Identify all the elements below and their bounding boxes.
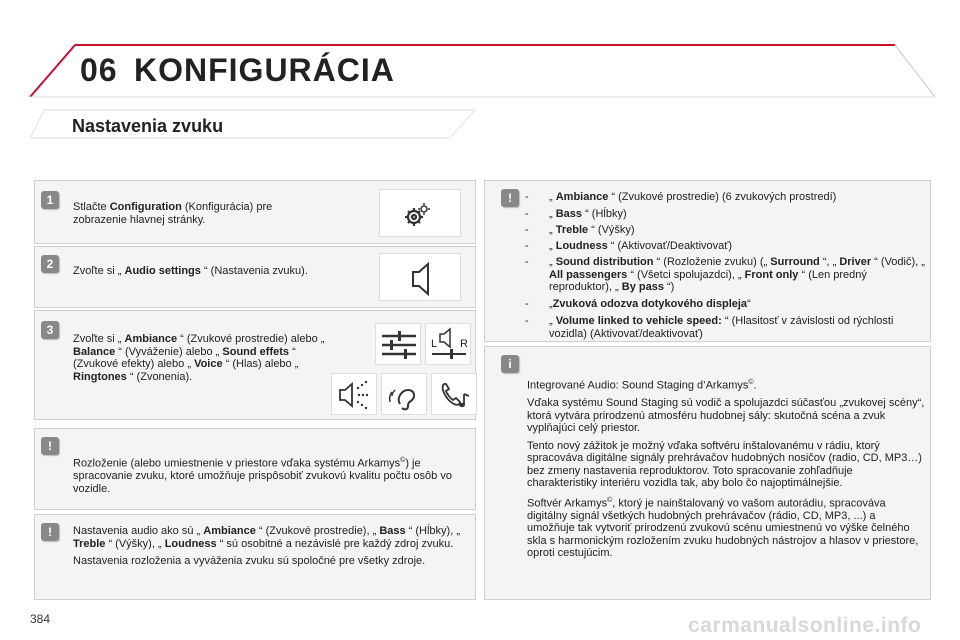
step-badge: 3: [41, 321, 59, 339]
chapter-title: KONFIGURÁCIA: [134, 52, 395, 88]
configuration-button[interactable]: [379, 189, 461, 237]
step-badge: 1: [41, 191, 59, 209]
info-text: Integrované Audio: Sound Staging d’Arkamys©. Vďaka systému Sound Staging sú vodič a spolujazdci súčasťou „zvukovej scény“, ktorá vytvára prirodzenú atmosféru hudobnej sály: skutočná scéna a zvuk vyplňajúci celý priestor. Tento nový zážitok je možný vďaka softvéru inštalovanému v rádiu, ktorý spracováva digitálne signály prehrávačov hudobných nosičov (radio, CD, MP3…) bez zmeny nastavenia reproduktorov. Toto spracovanie zohľadňuje charakteristiky interiéru vozidla tak, aby bolo čo najoptimálnejšie. Softvér Arkamys©, ktorý je nainštalovaný vo vašom autorádiu, spracováva digitálny signál všetkých hudobných prehrávačov (rádio, CD, MP3, ...) a umožňuje tak vytvoriť prirodzenú zvukovú scénu umiestnenú vo výške čelného skla s harmonickým rozložením zvuku hudobných nástrojov a hlasov v priestore, oproti cestujúcim.: [527, 379, 925, 560]
ringtones-button[interactable]: [431, 373, 477, 415]
sound-effects-button[interactable]: [331, 373, 377, 415]
equalizer-icon: [376, 324, 422, 366]
balance-button[interactable]: [425, 323, 471, 365]
option-sound-distribution: „ Sound distribution “ (Rozloženie zvuku) („ Surround “, „ Driver “ (Vodič), „ All passengers “ (Všetci spolujazdci), „ Front only “ (Len predný reproduktor), „ By pass “): [549, 256, 925, 293]
step-3-box: [34, 310, 476, 420]
speaker-icon: [380, 254, 462, 302]
warning-note-2: [34, 514, 476, 600]
warning-icon: !: [501, 189, 519, 207]
warning-note-1-text: Rozloženie (alebo umiestnenie v priestore vďaka systému Arkamys©) je spracovanie zvuku, ktoré umožňuje prispôsobiť zvukovú kvalitu počtu osôb vo vozidle.: [73, 457, 452, 495]
option-touch-feedback: „Zvuková odozva dotykového displeja“: [549, 298, 751, 310]
audio-settings-button[interactable]: [379, 253, 461, 301]
step-2-text: Zvoľte si „ Audio settings “ (Nastavenia zvuku).: [73, 265, 308, 277]
warning-note-2-text: Nastavenia audio ako sú „ Ambiance “ (Zvukové prostredie), „ Bass “ (Hĺbky), „ Treble “ (Výšky), „ Loudness “ sú osobitné a nezávislé pre každý zdroj zvuku. Nastavenia rozloženia a vyváženia zvuku sú spoločné pre všetky zdroje.: [73, 525, 460, 567]
option-bass: „ Bass “ (Hĺbky): [549, 208, 627, 220]
page-number: 384: [30, 612, 51, 626]
warning-icon: !: [41, 437, 59, 455]
ambiance-button[interactable]: [375, 323, 421, 365]
balance-left-label: L: [431, 338, 438, 350]
warning-icon: !: [41, 523, 59, 541]
option-volume-speed: „ Volume linked to vehicle speed: “ (Hlasitosť v závislosti od rýchlosti vozidla) (Aktivovať/deaktivovať): [549, 315, 894, 340]
options-box: ! - „ Ambiance “ (Zvukové prostredie) (6 zvukových prostredí) - „ Bass “ (Hĺbky) - „ Treble “ (Výšky) - „ Loudness “ (Aktivovať/Deaktivovať) - „ Sound distribution “ (Rozloženie zvuku) („ Surround “, „ Driver “ (Vodič), „ All passengers “ (Všetci spolujazdci), „ Front only “ (Len predný reproduktor), „ By pass “) - „Zvuková odozva dotykového displeja“ - „ Volume linked to vehicle speed: “ (Hlasitosť v závislosti od rýchlosti vozidla) (Aktivovať/deaktivovať): [484, 180, 931, 342]
section-title: Nastavenia zvuku: [72, 116, 224, 136]
sound-effects-icon: [332, 374, 378, 416]
voice-icon: [382, 374, 428, 416]
balance-right-label: R: [460, 338, 468, 350]
warning-note-1: [34, 428, 476, 510]
info-icon: i: [501, 355, 519, 373]
step-1-box: [34, 180, 476, 244]
step-2-box: [34, 246, 476, 308]
step-badge: 2: [41, 255, 59, 273]
option-loudness: „ Loudness “ (Aktivovať/Deaktivovať): [549, 240, 733, 252]
ringtone-icon: [432, 374, 478, 416]
header-grey-line: [895, 45, 935, 97]
gear-icon: [380, 190, 462, 238]
watermark: carmanualsonline.info: [688, 614, 922, 637]
chapter-number: 06: [80, 52, 118, 88]
info-box: [484, 346, 931, 600]
step-3-text: Zvoľte si „ Ambiance “ (Zvukové prostredie) alebo „ Balance “ (Vyváženie) alebo „ Sound effets “ (Zvukové efekty) alebo „ Voice “ (Hlas) alebo „ Ringtones “ (Zvonenia).: [73, 333, 325, 383]
step-1-text: Stlačte Configuration (Konfigurácia) pre zobrazenie hlavnej stránky.: [73, 201, 273, 226]
voice-button[interactable]: [381, 373, 427, 415]
option-treble: „ Treble “ (Výšky): [549, 224, 635, 236]
option-ambiance: „ Ambiance “ (Zvukové prostredie) (6 zvukových prostredí): [549, 191, 837, 203]
